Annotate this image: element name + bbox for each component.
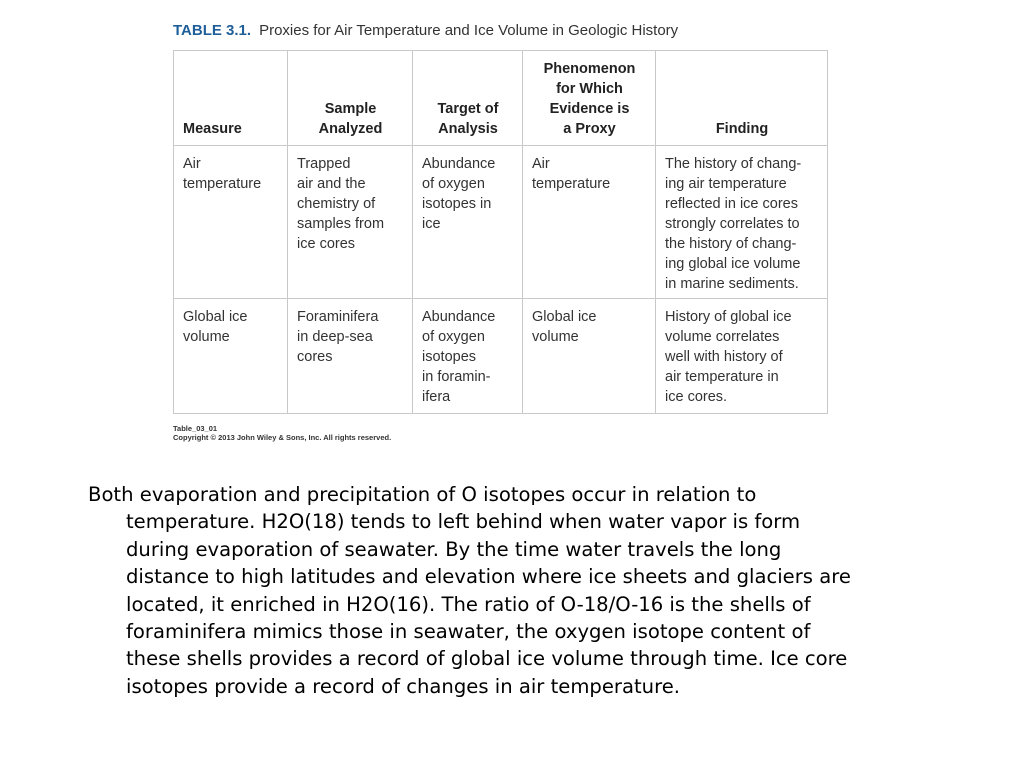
table-caption-title: Proxies for Air Temperature and Ice Volume in Geologic History [259, 22, 679, 39]
cell-sample: Trapped air and the chemistry of samples from ice cores [288, 146, 413, 299]
header-measure: Measure [174, 51, 288, 146]
footnote-table-id: Table_03_01 [173, 424, 218, 433]
paragraph-line: during evaporation of seawater. By the time water travels the long [126, 537, 782, 561]
paragraph-line: temperature. H2O(18) tends to left behind when water vapor is form [126, 510, 801, 534]
paragraph-line: isotopes provide a record of changes in air temperature. [126, 674, 680, 698]
table-row-global-ice-volume [174, 299, 828, 414]
cell-target: Abundance of oxygen isotopes in ice [413, 146, 523, 299]
paragraph-line: Both evaporation and precipitation of O isotopes occur in relation to [88, 483, 757, 506]
cell-measure: Air temperature [174, 146, 288, 299]
cell-phenomenon: Air temperature [523, 146, 656, 299]
table-row-air-temperature [174, 146, 828, 299]
cell-phenomenon: Global ice volume [523, 299, 656, 414]
header-sample-analyzed: Sample Analyzed [288, 51, 413, 146]
table-caption [173, 22, 678, 39]
header-target-of-analysis: Target of Analysis [413, 51, 523, 146]
proxies-table [173, 50, 828, 414]
header-phenomenon: Phenomenon for Which Evidence is a Proxy [523, 51, 656, 146]
paragraph-line: foraminifera mimics those in seawater, the oxygen isotope content of [126, 620, 811, 644]
paragraph-line: located, it enriched in H2O(16). The ratio of O-18/O-16 is the shells of [126, 592, 811, 616]
cell-measure: Global ice volume [174, 299, 288, 414]
cell-target: Abundance of oxygen isotopes in foramin- ifera [413, 299, 523, 414]
footnote-copyright: Copyright © 2013 John Wiley & Sons, Inc. All rights reserved. [173, 433, 392, 442]
cell-finding: The history of chang- ing air temperature reflected in ice cores strongly correlates to the history of chang- ing global ice volume in marine sediments. [656, 146, 828, 299]
table-header-row [174, 51, 828, 146]
table-caption-label: TABLE 3.1. [173, 22, 252, 39]
cell-sample: Foraminifera in deep-sea cores [288, 299, 413, 414]
paragraph-line: these shells provides a record of global ice volume through time. Ice core [126, 647, 848, 671]
table-footnote [173, 424, 391, 442]
header-finding: Finding [656, 51, 828, 146]
cell-finding: History of global ice volume correlates well with history of air temperature in ice cores. [656, 299, 828, 414]
explanation-paragraph [88, 481, 978, 700]
paragraph-line: distance to high latitudes and elevation where ice sheets and glaciers are [126, 565, 851, 589]
